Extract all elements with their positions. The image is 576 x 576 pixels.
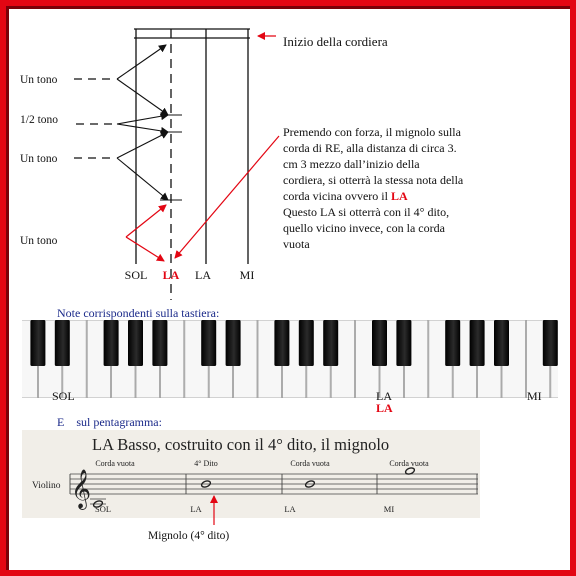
explanation-line-2: corda di RE, alla distanza di circa 3. [283,141,457,155]
black-key [494,320,509,366]
black-key [226,320,241,366]
keyboard-caption: Note corrispondenti sulla tastiera: [57,306,220,320]
black-key [323,320,338,366]
explanation-line-6: Questo LA si otterrà con il 4° dito, [283,205,450,219]
header-2: 4° Dito [194,459,218,468]
note-name-mi: MI [383,504,395,514]
explanation-text [283,125,464,251]
red-arrow-up [126,205,166,237]
black-key [445,320,460,366]
black-key [30,320,45,366]
music-staff [22,430,480,518]
explanation-line-1: Premendo con forza, il mignolo sulla [283,125,461,139]
key-label-sol: SOL [52,389,75,403]
explanation-line-5 [283,189,408,203]
black-key [55,320,70,366]
black-key [543,320,558,366]
zigzag-arrow-1 [117,45,166,79]
interval-label-3: Un tono [20,153,58,165]
zigzag-arrow-5 [117,132,168,158]
black-key [274,320,289,366]
key-label-la: LA [376,389,392,403]
explanation-line-4: cordiera, si otterrà la stessa nota della [283,173,464,187]
staff-title: LA Basso, costruito con il 4° dito, il mignolo [92,435,390,454]
music-staff-panel [22,430,480,518]
red-arrow-explanation [175,136,279,258]
interval-label-2: 1/2 tono [20,114,59,126]
black-key [299,320,314,366]
treble-clef-icon: 𝄞 [71,471,92,508]
staff-lines [70,474,478,494]
string-label-la-red: LA [162,268,180,282]
black-key [201,320,216,366]
piano-keys [22,320,558,398]
header-4: Corda vuota [389,459,429,468]
staff-caption: E sul pentagramma: [57,415,162,429]
key-label-la-red: LA [376,401,393,415]
black-key [128,320,143,366]
black-key [152,320,167,366]
mignolo-label: Mignolo (4° dito) [148,530,230,542]
explanation-line-3: cm 3 mezzo dall’inizio della [283,157,420,171]
zigzag-arrow-2 [117,79,168,115]
interval-label-4: Un tono [20,235,58,247]
piano-keyboard [22,320,558,398]
note-name-la-1: LA [190,504,202,514]
red-arrow-down [126,237,164,261]
explanation-la-highlight: LA [390,189,408,203]
instrument-label: Violino [32,481,61,491]
explanation-line-7: quello vicino invece, con la corda [283,221,445,235]
string-label-la: LA [195,268,211,282]
header-3: Corda vuota [290,459,330,468]
black-key [104,320,119,366]
note-name-sol: SOL [94,504,112,514]
key-label-mi: MI [527,389,542,403]
string-label-sol: SOL [124,268,148,282]
zigzag-arrow-4 [117,124,168,132]
explanation-line-5-text: corda vicina ovvero il [283,189,391,203]
header-1: Corda vuota [95,459,135,468]
zigzag-arrow-6 [117,158,168,200]
start-label: Inizio della cordiera [283,34,388,49]
zigzag-arrow-3 [117,115,168,124]
explanation-line-8: vuota [283,237,310,251]
note-name-la-2: LA [284,504,296,514]
string-label-mi: MI [239,268,255,282]
interval-label-1: Un tono [20,74,58,86]
black-key [372,320,387,366]
black-key [470,320,485,366]
black-key [396,320,411,366]
